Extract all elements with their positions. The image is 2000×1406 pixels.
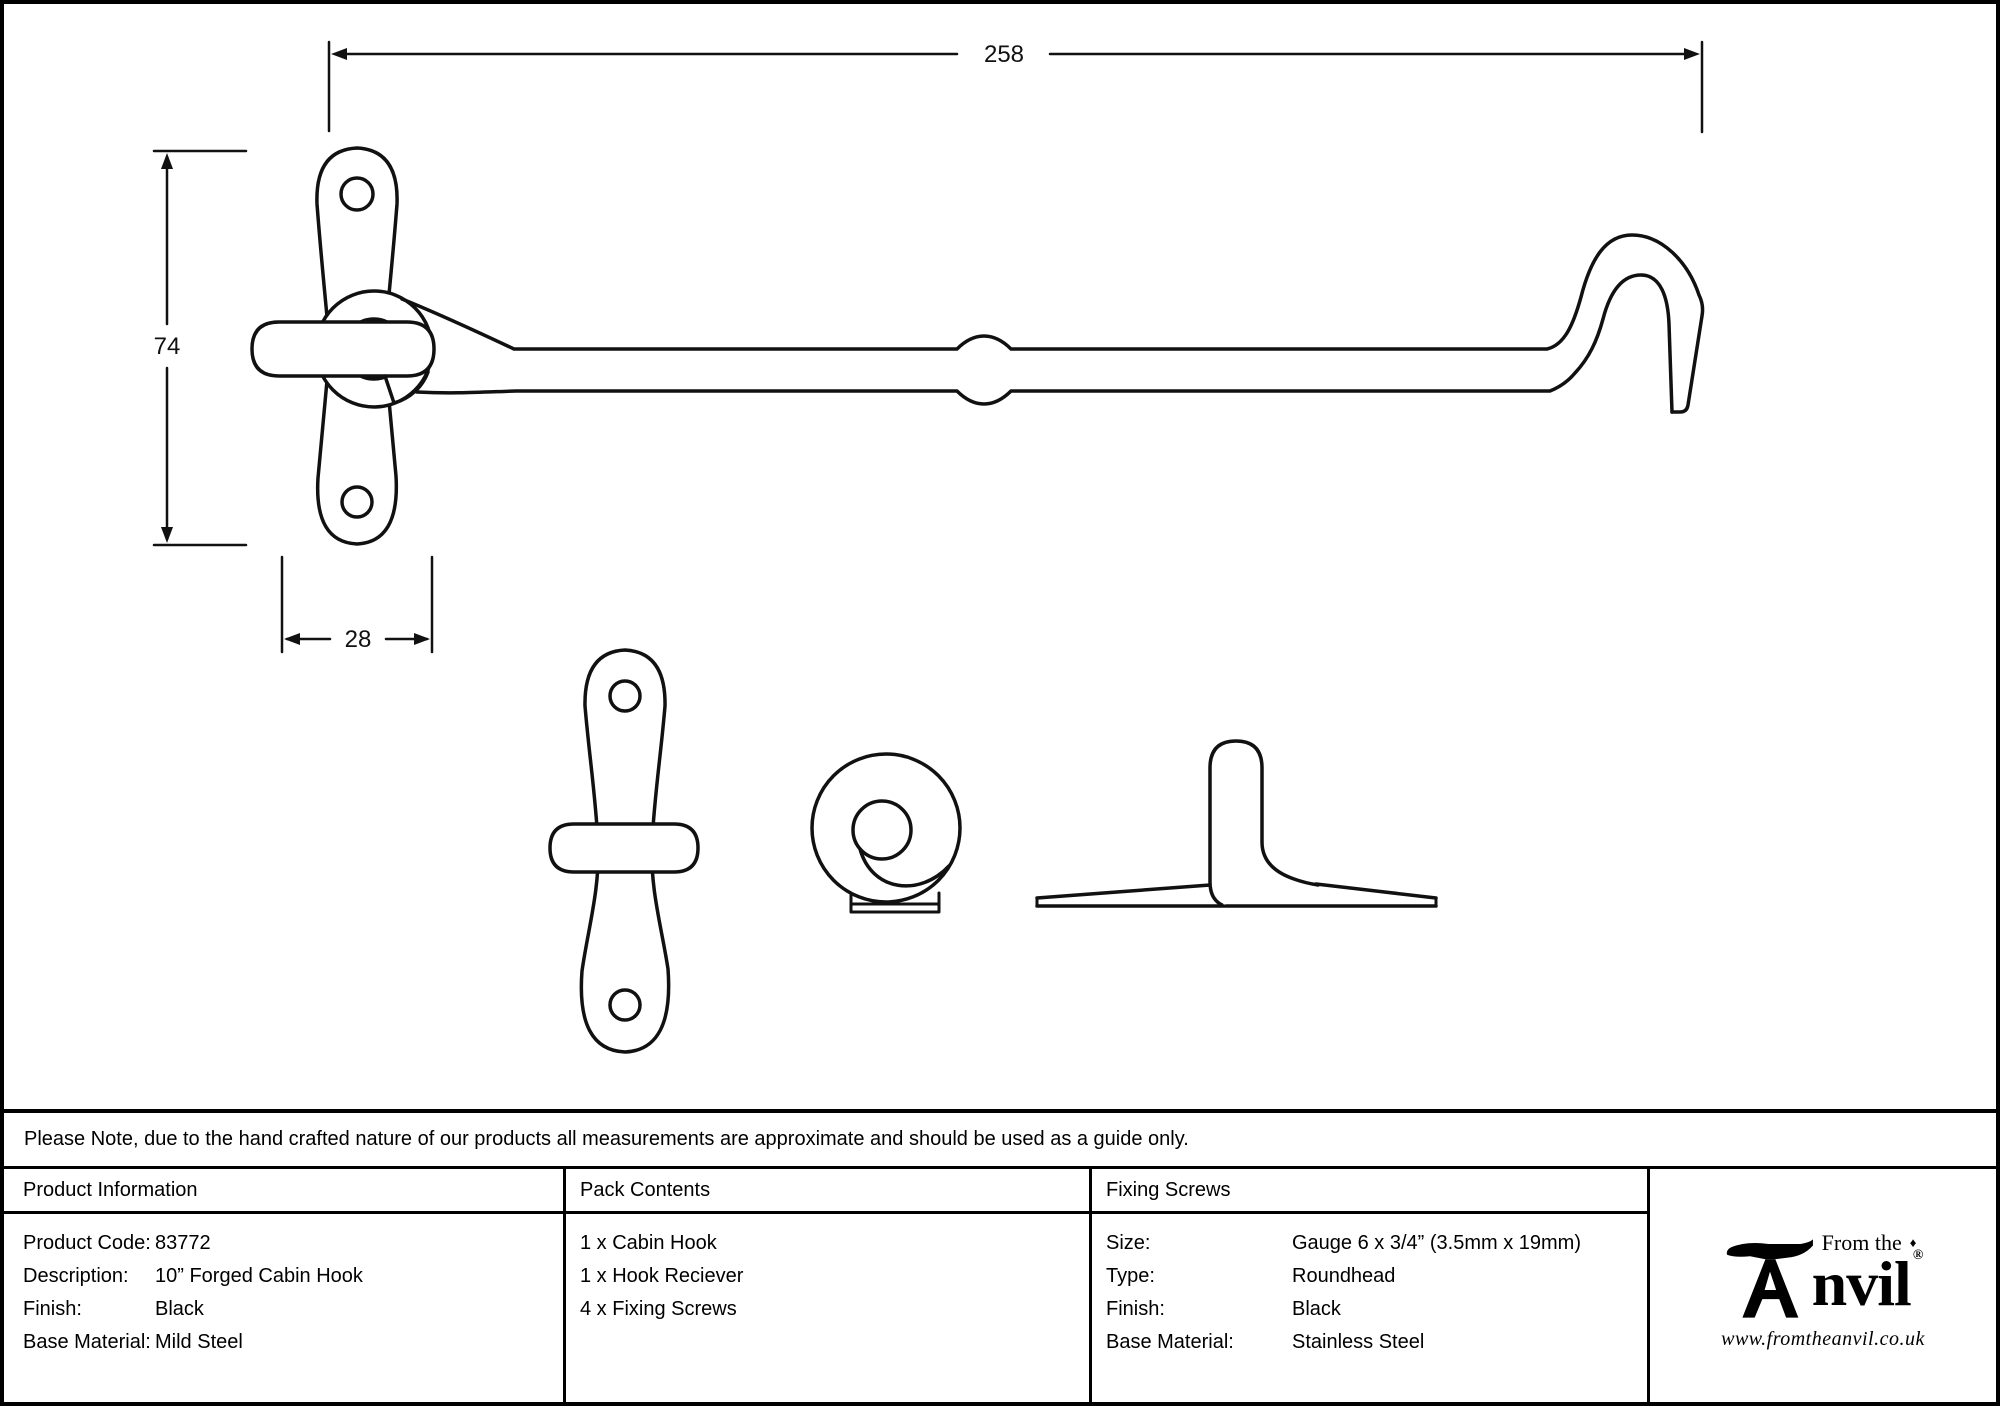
product-information-header: Product Information xyxy=(4,1169,563,1214)
row-value: Roundhead xyxy=(1292,1265,1396,1287)
product-information-body xyxy=(4,1214,563,1359)
row-value: Gauge 6 x 3/4” (3.5mm x 19mm) xyxy=(1292,1232,1581,1254)
logo-lockup xyxy=(1724,1224,1923,1326)
dim-28-label: 28 xyxy=(344,626,372,653)
dim-258-label: 258 xyxy=(983,41,1025,68)
from-the-anvil-logo xyxy=(1721,1224,1925,1351)
dim-74-label: 74 xyxy=(153,333,181,360)
product-info-table xyxy=(4,1166,1996,1405)
column-pack-contents xyxy=(566,1169,1092,1405)
measurement-note-bar xyxy=(4,1109,1996,1166)
pack-item: 4 x Fixing Screws xyxy=(580,1298,737,1320)
fixing-screws-body xyxy=(1092,1214,1647,1359)
receiver-base-right xyxy=(1316,884,1436,898)
row-label: Base Material: xyxy=(23,1331,151,1353)
screw-hole xyxy=(342,487,372,517)
dimension-overall-length xyxy=(329,41,1702,132)
hook-rod-top xyxy=(402,235,1703,412)
table-row xyxy=(1106,1326,1647,1359)
registered-trademark-icon: ® xyxy=(1912,1247,1923,1263)
row-value: 83772 xyxy=(155,1232,211,1254)
dimension-plate-width xyxy=(282,557,432,653)
hook-rod-bottom xyxy=(417,275,1672,412)
brand-logo-cell xyxy=(1650,1169,1996,1405)
row-label: Finish: xyxy=(1106,1298,1165,1320)
row-label: Product Code: xyxy=(23,1232,151,1254)
pack-contents-body xyxy=(566,1214,1089,1326)
table-row xyxy=(23,1227,563,1260)
row-label: Finish: xyxy=(23,1298,82,1320)
measurement-note-text: Please Note, due to the hand crafted nature of our products all measurements are approximate and should be used as a guide only. xyxy=(24,1128,1189,1150)
diamond-icon: ♦ xyxy=(1909,1234,1917,1250)
receiver-post xyxy=(1210,741,1318,905)
dimension-plate-height xyxy=(154,151,246,545)
row-value: Stainless Steel xyxy=(1292,1331,1425,1353)
row-label: Size: xyxy=(1106,1232,1151,1254)
column-fixing-screws xyxy=(1092,1169,1650,1405)
pack-item: 1 x Cabin Hook xyxy=(580,1232,717,1254)
pivot-pin xyxy=(550,824,698,872)
screw-hole xyxy=(610,990,640,1020)
hook-receiver-side-view xyxy=(1037,741,1436,906)
screw-hole xyxy=(341,178,373,210)
cabin-hook-side-view xyxy=(252,148,1703,544)
eye-foot xyxy=(851,893,939,912)
eye-tail xyxy=(860,849,949,886)
pack-item: 1 x Hook Reciever xyxy=(580,1265,744,1287)
logo-text-block xyxy=(1811,1224,1923,1319)
pack-contents-header: Pack Contents xyxy=(566,1169,1089,1214)
brand-name xyxy=(1811,1247,1923,1319)
row-value: 10” Forged Cabin Hook xyxy=(155,1265,363,1287)
table-row xyxy=(23,1260,563,1293)
fixing-screws-header: Fixing Screws xyxy=(1092,1169,1647,1214)
cabin-hook-drawing-svg xyxy=(4,4,1996,1109)
table-row xyxy=(1106,1227,1647,1260)
table-row xyxy=(23,1293,563,1326)
row-value: Black xyxy=(155,1298,204,1320)
row-label: Base Material: xyxy=(1106,1331,1234,1353)
hook-eye-front-view xyxy=(812,754,960,912)
row-value: Mild Steel xyxy=(155,1331,243,1353)
screw-hole xyxy=(610,681,640,711)
receiver-base-left xyxy=(1037,885,1210,898)
website-url: www.fromtheanvil.co.uk xyxy=(1721,1327,1925,1350)
pivot-plate-front-view xyxy=(550,650,698,1052)
table-row xyxy=(1106,1260,1647,1293)
row-label: Description: xyxy=(23,1265,129,1287)
pivot-pin xyxy=(252,322,434,376)
table-row xyxy=(1106,1293,1647,1326)
anvil-icon xyxy=(1724,1234,1816,1326)
table-row xyxy=(23,1326,563,1359)
brand-name-text: nvil xyxy=(1811,1247,1911,1319)
column-product-information xyxy=(4,1169,566,1405)
row-label: Type: xyxy=(1106,1265,1155,1287)
technical-drawing xyxy=(4,4,1996,1109)
from-the-text: From the xyxy=(1821,1229,1902,1255)
row-value: Black xyxy=(1292,1298,1341,1320)
